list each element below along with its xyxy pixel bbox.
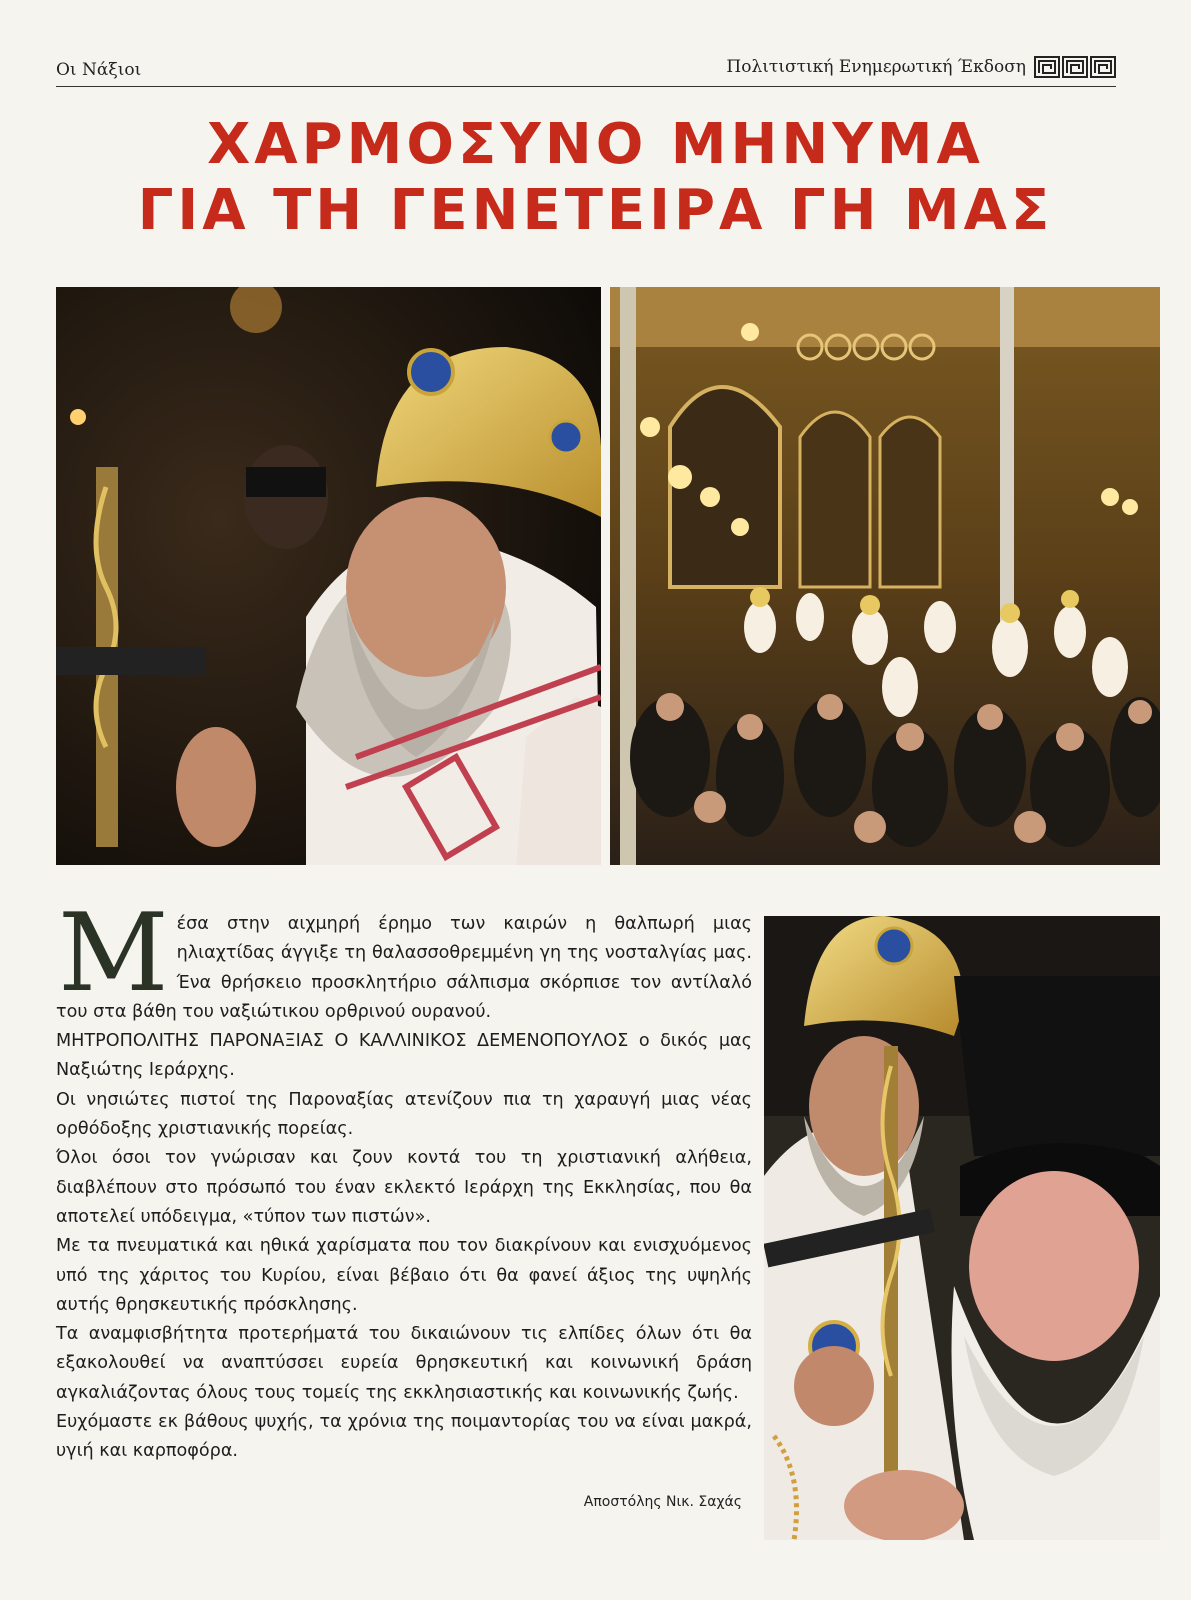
header-right xyxy=(726,56,1116,78)
publication-subtitle: Πολιτιστική Ενημερωτική Έκδοση xyxy=(726,57,1026,77)
title-line-1: ΧΑΡΜΟΣΥΝΟ ΜΗΝΥΜΑ xyxy=(207,112,984,177)
drop-cap: Μ xyxy=(58,891,169,1016)
paragraph-1: έσα στην αιχμηρή έρημο των καιρών η θαλπωρή μιας ηλιαχτίδας άγγιξε τη θαλασσοθρεμμένη γη της νοσταλγίας μας. Ένα θρήσκειο προσκλητήριο σάλπισμα σκόρπισε τον αντίλαλό του στα βάθη του ναξιώτικου ορθρινού ουρανού. xyxy=(56,914,752,1022)
title-line-2: ΓΙΑ ΤΗ ΓΕΝΕΤΕΙΡΑ ΓΗ ΜΑΣ xyxy=(137,178,1054,243)
article-body xyxy=(56,891,752,1467)
paragraph-7: Ευχόμαστε εκ βάθους ψυχής, τα χρόνια της ποιμαντορίας του να είναι μακρά, υγιή και καρποφόρα. xyxy=(56,1412,752,1462)
article-title xyxy=(0,112,1191,244)
paragraph-3: Οι νησιώτες πιστοί της Παροναξίας ατενίζουν πια τη χαραυγή μιας νέας ορθόδοξης χριστιανικής πορείας. xyxy=(56,1089,752,1140)
paragraph-4: Όλοι όσοι τον γνώρισαν και ζουν κοντά του τη χριστιανική αλήθεια, διαβλέπουν στο πρόσωπό του έναν εκλεκτό Ιεράρχη της Εκκλησίας, που θα αποτελεί υπόδειγμα, «τύπον των πιστών». xyxy=(56,1148,752,1227)
paragraph-6: Τα αναμφισβήτητα προτερήματά του δικαιώνουν τις ελπίδες όλων ότι θα εξακολουθεί να αναπτύσσει ευρεία θρησκευτική και κοινωνική δράση αγκαλιάζοντας όλους τους τομείς της εκκλησιαστικής και κοινωνικής ζωής. xyxy=(56,1324,752,1403)
magazine-name: Οι Νάξιοι xyxy=(56,60,142,80)
photo-cathedral-ceremony xyxy=(610,287,1160,865)
photo-bishop-portrait xyxy=(56,287,601,865)
page-header xyxy=(56,56,1116,87)
paragraph-2: ΜΗΤΡΟΠΟΛΙΤΗΣ ΠΑΡΟΝΑΞΙΑΣ Ο ΚΑΛΛΙΝΙΚΟΣ ΔΕΜΕΝΟΠΟΥΛΟΣ ο δικός μας Ναξιώτης Ιεράρχης. xyxy=(56,1031,752,1081)
article-author: Αποστόλης Νικ. Σαχάς xyxy=(583,1494,742,1510)
photo-two-bishops xyxy=(764,916,1160,1540)
paragraph-5: Με τα πνευματικά και ηθικά χαρίσματα που τον διακρίνουν και ενισχυόμενος υπό της χάριτος του Κυρίου, είναι βέβαιο ότι θα φανεί άξιος της υψηλής αυτής θρησκευτικής πρόσκλησης. xyxy=(56,1236,752,1315)
greek-key-icon xyxy=(1034,56,1116,78)
